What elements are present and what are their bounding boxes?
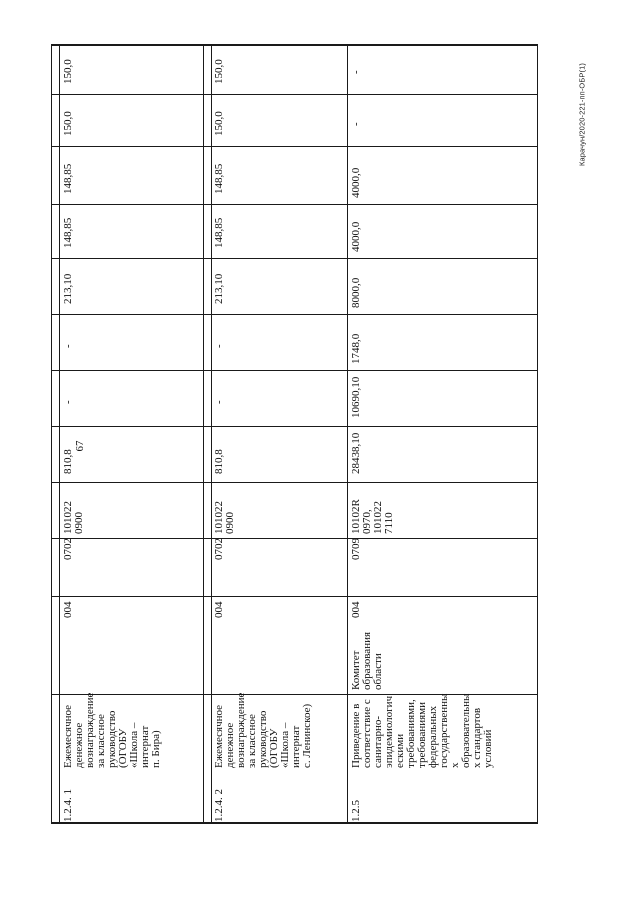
value-2025: 4000,0 [350, 167, 362, 198]
budget-table [51, 44, 538, 824]
value-2026: - [350, 122, 362, 126]
value-total: 810,8 [62, 449, 74, 474]
value-2025: 148,85 [213, 163, 225, 194]
value-2027: - [350, 70, 362, 74]
value-2021: - [62, 400, 74, 404]
value-2025: 148,85 [62, 163, 74, 194]
grbs-code: 004 [62, 601, 74, 618]
value-2022: 1748,0 [350, 333, 362, 364]
csr-code: 10102R 0970, 101022 7110 [350, 499, 395, 534]
row-name: Ежемесячное денежное вознаграждение за классное руководство (ОГОБУ «Школа – интернат с. Ленинское) [213, 692, 313, 768]
document-code: Карачун/2020-221-пп-ОБР(1) [577, 63, 587, 166]
value-2022: - [213, 344, 225, 348]
grbs-code: 004 [350, 601, 362, 618]
value-2026: 150,0 [62, 111, 74, 136]
rzpr-code: 0702 [62, 538, 74, 560]
row-number: 1.2.4. 1 [62, 789, 74, 822]
executor: Комитет образования области [350, 631, 384, 690]
page-number: 67 [74, 440, 86, 452]
value-2023: 8000,0 [350, 277, 362, 308]
rzpr-code: 0702 [213, 538, 225, 560]
value-2024: 4000,0 [350, 221, 362, 252]
row-name: Ежемесячное денежное вознаграждение за классное руководство (ОГОБУ «Школа – интернат п. Бира) [62, 692, 162, 768]
row-number: 1.2.4. 2 [213, 789, 225, 822]
rzpr-code: 0709 [350, 538, 362, 560]
value-total: 810,8 [213, 449, 225, 474]
value-2027: 150,0 [62, 59, 74, 84]
row-number: 1.2.5 [350, 800, 362, 822]
value-2022: - [62, 344, 74, 348]
value-total: 28438,10 [350, 432, 362, 474]
value-2027: 150,0 [213, 59, 225, 84]
csr-code: 101022 0900 [213, 501, 236, 534]
value-2024: 148,85 [62, 217, 74, 248]
csr-code: 101022 0900 [62, 501, 85, 534]
value-2021: 10690,10 [350, 376, 362, 418]
value-2021: - [213, 400, 225, 404]
grbs-code: 004 [213, 601, 225, 618]
value-2023: 213,10 [62, 273, 74, 304]
value-2023: 213,10 [213, 273, 225, 304]
row-name: Приведение в соответствие с санитарно- эпидемиологич ескими требованиями, требованиями федеральных государственны х образовательны х стандартов условий [350, 693, 494, 768]
value-2024: 148,85 [213, 217, 225, 248]
value-2026: 150,0 [213, 111, 225, 136]
